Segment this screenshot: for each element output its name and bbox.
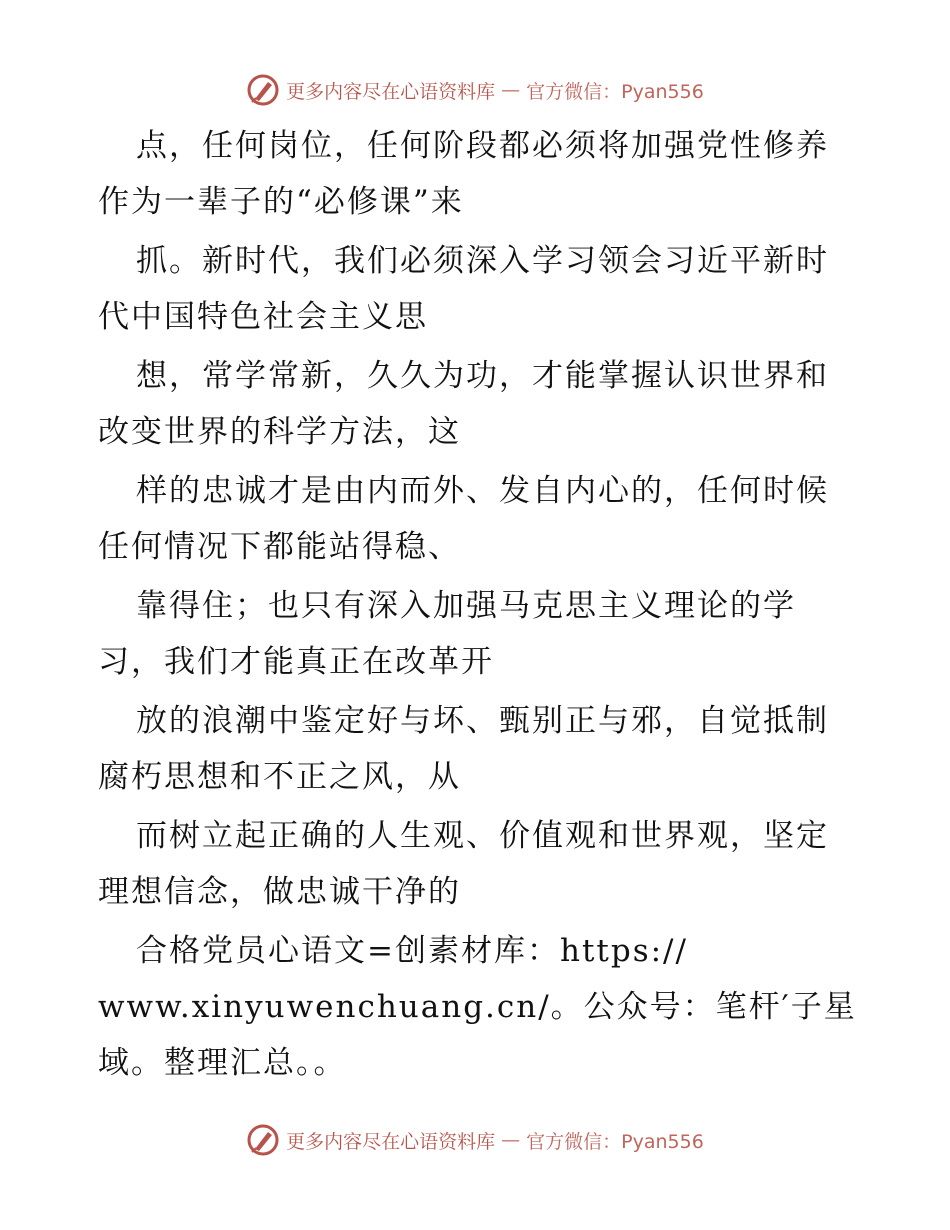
watermark-text: 更多内容尽在心语资料库 bbox=[286, 1130, 496, 1153]
document-body bbox=[98, 118, 878, 1091]
watermark-text: 更多内容尽在心语资料库 bbox=[286, 80, 496, 103]
text-line-1: 点，任何岗位，任何阶段都必须将加强党性修养 bbox=[136, 128, 829, 164]
footer-watermark bbox=[0, 1120, 950, 1160]
pen-seal-icon bbox=[246, 73, 280, 107]
text-line-11: 放的浪潮中鉴定好与坏、甄别正与邪，自觉抵制 bbox=[136, 703, 829, 739]
watermark-separator: — bbox=[501, 1129, 521, 1151]
watermark-separator: — bbox=[501, 79, 521, 101]
text-line-16: www.xinyuwenchuang.cn/。公众号：笔杆′子星 bbox=[98, 989, 857, 1025]
text-line-6: 改变世界的科学方法，这 bbox=[98, 414, 461, 450]
text-line-15: 合格党员心语文=创素材库：https:// bbox=[136, 933, 688, 969]
text-line-12: 腐朽思想和不正之风，从 bbox=[98, 759, 461, 795]
text-line-8: 任何情况下都能站得稳、 bbox=[98, 529, 461, 565]
text-line-14: 理想信念，做忠诚干净的 bbox=[98, 874, 461, 910]
text-line-7: 样的忠诚才是由内而外、发自内心的，任何时候 bbox=[136, 473, 829, 509]
watermark-suffix: 官方微信：Pyan556 bbox=[526, 80, 704, 103]
text-line-2: 作为一辈子的“必修课”来 bbox=[98, 184, 464, 220]
text-line-17: 域。整理汇总。。 bbox=[98, 1045, 347, 1081]
pen-seal-icon bbox=[246, 1123, 280, 1157]
text-line-10: 习，我们才能真正在改革开 bbox=[98, 644, 494, 680]
text-line-13: 而树立起正确的人生观、价值观和世界观，坚定 bbox=[136, 818, 829, 854]
text-line-9: 靠得住；也只有深入加强马克思主义理论的学 bbox=[136, 588, 796, 624]
text-line-5: 想，常学常新，久久为功，才能掌握认识世界和 bbox=[136, 358, 829, 394]
header-watermark bbox=[0, 70, 950, 110]
watermark-suffix: 官方微信：Pyan556 bbox=[526, 1130, 704, 1153]
text-line-4: 代中国特色社会主义思 bbox=[98, 299, 428, 335]
text-line-3: 抓。新时代，我们必须深入学习领会习近平新时 bbox=[136, 243, 829, 279]
